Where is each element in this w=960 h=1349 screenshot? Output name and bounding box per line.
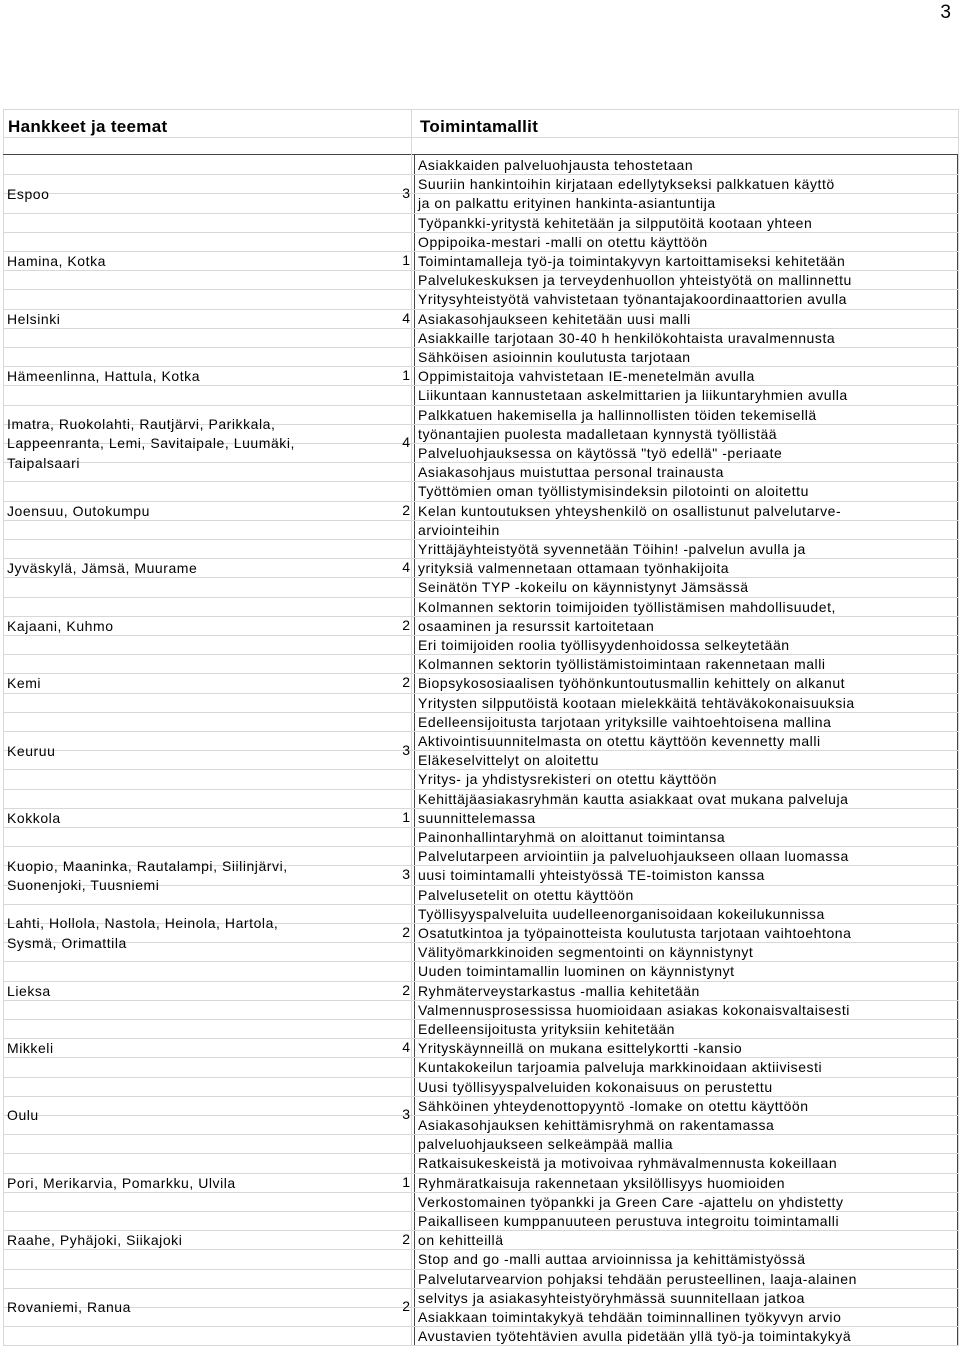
model-description: Sähköisen asioinnin koulutusta tarjotaan (418, 349, 691, 365)
model-description: Palkkatuen hakemisella ja hallinnollisten töiden tekemisellä (418, 406, 817, 423)
model-description: Yritysyhteistyötä vahvistetaan työnantajakoordinaattorien avulla (418, 291, 847, 308)
model-description: Seinätön TYP -kokeilu on käynnistynyt Jämsässä (418, 579, 749, 596)
model-count: 4 (402, 309, 410, 326)
model-description: Kelan kuntoutuksen yhteyshenkilö on osallistunut palvelutarve- (418, 502, 842, 519)
project-name: Pori, Merikarvia, Pomarkku, Ulvila (7, 1174, 236, 1191)
model-count: 2 (402, 1298, 410, 1315)
project-name: Lahti, Hollola, Nastola, Heinola, Hartola, (7, 915, 279, 932)
model-description: Työpankki-yritystä kehitetään ja silpputöitä kootaan yhteen (418, 214, 813, 231)
model-count: 4 (402, 1039, 410, 1056)
model-description: Yritys- ja yhdistysrekisteri on otettu käyttöön (418, 771, 717, 788)
model-description: Palvelutarvearvion pohjaksi tehdään perusteellinen, laaja-alainen (418, 1270, 857, 1287)
model-description: Ratkaisukeskeistä ja motivoivaa ryhmävalmennusta kokeillaan (418, 1155, 838, 1172)
model-description: Edelleensijoitusta tarjotaan yrityksille vaihtoehtoisena mallina (418, 713, 832, 730)
model-description: Kehittäjäasiakasryhmän kautta asiakkaat ovat mukana palveluja (418, 790, 849, 807)
grid-line (3, 109, 958, 110)
model-description: Asiakasohjauksen kehittämisryhmä on rakentamassa (418, 1117, 775, 1133)
model-count: 4 (402, 559, 410, 576)
model-description: Avustavien työtehtävien avulla pidetään yllä työ-ja toimintakykyä (418, 1328, 852, 1345)
project-name: Raahe, Pyhäjoki, Siikajoki (7, 1232, 183, 1249)
project-name: Taipalsaari (7, 454, 80, 471)
model-description: Kolmannen sektorin toimijoiden työllistämisen mahdollisuudet, (418, 598, 836, 615)
model-description: Valmennusprosessissa huomioidaan asiakas kokonaisvaltaisesti (418, 1001, 850, 1018)
model-count: 2 (402, 1231, 410, 1248)
model-description: Stop and go -malli auttaa arvioinnissa ja kehittämistyössä (418, 1251, 806, 1268)
model-description: Uuden toimintamallin luominen on käynnistynyt (418, 963, 735, 980)
column-header-projects: Hankkeet ja teemat (8, 117, 168, 136)
model-description: Työllisyyspalveluita uudelleenorganisoidaan kokeilukunnissa (418, 905, 825, 922)
model-description: palveluohjaukseen selkeämpää mallia (418, 1136, 674, 1153)
model-count: 3 (402, 741, 410, 758)
model-description: Painonhallintaryhmä on aloittanut toimintansa (418, 829, 726, 845)
model-description: on kehitteillä (418, 1232, 504, 1249)
model-description: Välityömarkkinoiden segmentointi on käynnistynyt (418, 944, 754, 961)
model-description: Ryhmäratkaisuja rakennetaan yksilöllisyys huomioiden (418, 1174, 786, 1191)
model-description: Asiakasohjaus muistuttaa personal trainausta (418, 464, 724, 481)
project-name: Helsinki (7, 310, 61, 327)
model-description: Yrityskäynneillä on mukana esittelykortti -kansio (418, 1040, 743, 1057)
model-count: 3 (402, 184, 410, 201)
model-description: Palvelukeskuksen ja terveydenhuollon yhteistyötä on mallinnettu (418, 272, 852, 289)
model-description: Palveluohjauksessa on käytössä "työ edellä" -periaate (418, 445, 783, 461)
model-description: Palvelutarpeen arviointiin ja palveluohjaukseen ollaan luomassa (418, 848, 849, 865)
model-description: Paikalliseen kumppanuuteen perustuva integroitu toimintamalli (418, 1213, 840, 1229)
grid-line (3, 154, 958, 155)
column-header-models: Toimintamallit (420, 117, 539, 136)
model-description: Oppipoika-mestari -malli on otettu käyttöön (418, 233, 708, 250)
project-name: Espoo (7, 185, 50, 202)
project-name: Joensuu, Outokumpu (7, 502, 150, 519)
model-description: Aktivointisuunnitelmasta on otettu käyttöön kevennetty malli (418, 733, 821, 749)
model-description: Yrittäjäyhteistyötä syvennetään Töihin! -palvelun avulla ja (418, 541, 806, 557)
model-description: Asiakasohjaukseen kehitetään uusi malli (418, 310, 691, 327)
model-description: Asiakkaiden palveluohjausta tehostetaan (418, 157, 694, 173)
model-description: ja on palkattu erityinen hankinta-asiantuntija (418, 195, 716, 212)
model-description: Oppimistaitoja vahvistetaan IE-menetelmän avulla (418, 368, 755, 385)
model-description: Eri toimijoiden roolia työllisyydenhoidossa selkeytetään (418, 637, 790, 653)
model-description: Ryhmäterveystarkastus -mallia kehitetään (418, 982, 700, 999)
model-description: suunnittelemassa (418, 809, 536, 826)
model-description: työnantajien puolesta madalletaan kynnystä työllistää (418, 425, 778, 442)
model-count: 1 (402, 808, 410, 825)
model-description: Sähköinen yhteydenottopyyntö -lomake on otettu käyttöön (418, 1097, 809, 1114)
model-description: Asiakkaille tarjotaan 30-40 h henkilökohtaista uravalmennusta (418, 329, 836, 346)
project-name: Hamina, Kotka (7, 253, 106, 269)
model-description: Palvelusetelit on otettu käyttöön (418, 886, 634, 903)
project-name: Lieksa (7, 982, 51, 999)
model-description: Edelleensijoitusta yrityksiin kehitetään (418, 1021, 676, 1037)
model-count: 2 (402, 616, 410, 633)
model-description: Asiakkaan toimintakykyä tehdään toiminnallinen työkyvyn arvio (418, 1309, 842, 1325)
project-name: Kajaani, Kuhmo (7, 617, 114, 634)
model-description: uusi toimintamalli yhteistyössä TE-toimiston kanssa (418, 867, 765, 884)
project-name: Kemi (7, 675, 42, 692)
model-count: 3 (402, 866, 410, 883)
project-name: Kokkola (7, 809, 61, 826)
project-name: Mikkeli (7, 1040, 54, 1057)
model-description: yrityksiä valmennetaan ottamaan työnhakijoita (418, 560, 730, 577)
grid-line (3, 137, 958, 138)
project-name: Rovaniemi, Ranua (7, 1299, 131, 1316)
model-count: 2 (402, 981, 410, 998)
model-description: Biopsykososiaalisen työhönkuntoutusmallin kehittely on alkanut (418, 675, 846, 692)
model-description: selvitys ja asiakasyhteistyöryhmässä suunnitellaan jatkoa (418, 1289, 805, 1306)
model-description: Liikuntaan kannustetaan askelmittarien ja liikuntaryhmien avulla (418, 387, 848, 404)
project-name: Keuruu (7, 742, 56, 759)
project-name: Lappeenranta, Lemi, Savitaipale, Luumäki, (7, 435, 295, 452)
model-count: 3 (402, 1106, 410, 1123)
model-count: 1 (402, 252, 410, 268)
model-description: Työttömien oman työllistymisindeksin pilotointi on aloitettu (418, 483, 809, 500)
model-description: Uusi työllisyyspalveluiden kokonaisuus on perustettu (418, 1078, 773, 1095)
model-description: Verkostomainen työpankki ja Green Care -ajattelu on yhdistetty (418, 1193, 844, 1210)
model-description: Kolmannen sektorin työllistämistoimintaan rakennetaan malli (418, 656, 826, 673)
project-name: Hämeenlinna, Hattula, Kotka (7, 368, 201, 385)
project-name: Kuopio, Maaninka, Rautalampi, Siilinjärvi, (7, 857, 288, 874)
model-count: 1 (402, 367, 410, 384)
project-name: Imatra, Ruokolahti, Rautjärvi, Parikkala, (7, 416, 276, 433)
model-count: 2 (402, 924, 410, 940)
model-count: 1 (402, 1173, 410, 1190)
project-name: Oulu (7, 1107, 39, 1124)
model-count: 2 (402, 674, 410, 691)
model-description: Toimintamalleja työ-ja toimintakyvyn kartoittamiseksi kehitetään (418, 253, 846, 269)
project-name: Suonenjoki, Tuusniemi (7, 877, 160, 893)
page-number: 3 (940, 2, 951, 23)
project-name: Sysmä, Orimattila (7, 934, 127, 951)
model-description: Kuntakokeilun tarjoamia palveluja markkinoidaan aktiivisesti (418, 1059, 823, 1076)
model-description: osaaminen ja resurssit kartoitetaan (418, 617, 655, 634)
model-count: 4 (402, 434, 410, 451)
model-description: arviointeihin (418, 521, 500, 538)
project-name: Jyväskylä, Jämsä, Muurame (7, 560, 198, 577)
model-description: Suuriin hankintoihin kirjataan edellytykseksi palkkatuen käyttö (418, 176, 835, 193)
model-description: Yritysten silpputöistä kootaan mielekkäitä tehtäväkokonaisuuksia (418, 694, 855, 711)
grid-line (411, 109, 412, 1346)
model-description: Osatutkintoa ja työpainotteista koulutusta tarjotaan vaihtoehtona (418, 925, 852, 941)
model-description: Eläkeselvittelyt on aloitettu (418, 752, 599, 769)
model-count: 2 (402, 501, 410, 518)
